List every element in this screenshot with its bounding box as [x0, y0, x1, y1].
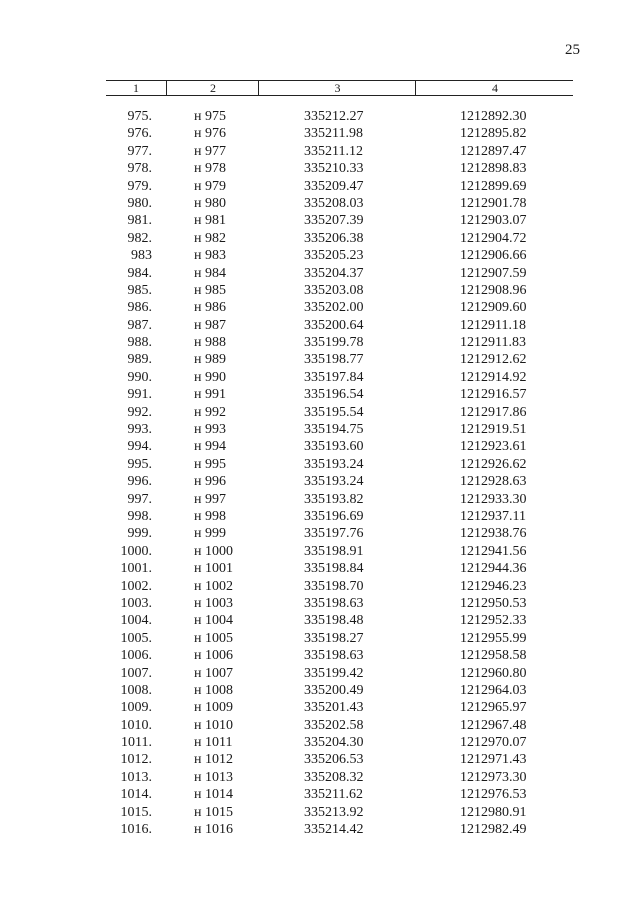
table-row — [0, 804, 639, 821]
x-coordinate-cell: 335194.75 — [304, 422, 364, 438]
x-coordinate-cell: 335195.54 — [304, 404, 364, 420]
y-coordinate-cell: 1212933.30 — [460, 491, 527, 507]
y-coordinate-cell: 1212950.53 — [460, 595, 527, 611]
row-number-cell: 982. — [127, 230, 152, 246]
table-row — [0, 543, 639, 560]
y-coordinate-cell: 1212901.78 — [460, 195, 527, 211]
table-row — [0, 404, 639, 421]
x-coordinate-cell: 335199.42 — [304, 665, 364, 681]
row-number-cell: 986. — [127, 300, 152, 316]
row-number-cell: 993. — [127, 422, 152, 438]
table-row — [0, 665, 639, 682]
table-row — [0, 421, 639, 438]
row-number-cell: 999. — [127, 526, 152, 542]
row-number-cell: 978. — [127, 161, 152, 177]
y-coordinate-cell: 1212944.36 — [460, 561, 527, 577]
table-row — [0, 630, 639, 647]
row-number-cell: 992. — [127, 404, 152, 420]
y-coordinate-cell: 1212967.48 — [460, 717, 527, 733]
row-number-cell: 1012. — [120, 752, 152, 768]
point-name-cell: н 999 — [194, 526, 226, 542]
point-name-cell: н 985 — [194, 282, 226, 298]
row-number-cell: 975. — [127, 109, 152, 124]
y-coordinate-cell: 1212938.76 — [460, 526, 527, 542]
table-row — [0, 212, 639, 229]
table-row — [0, 647, 639, 664]
y-coordinate-cell: 1212982.49 — [460, 822, 527, 838]
x-coordinate-cell: 335198.70 — [304, 578, 364, 594]
x-coordinate-cell: 335211.98 — [304, 126, 363, 142]
y-coordinate-cell: 1212907.59 — [460, 265, 527, 281]
y-coordinate-cell: 1212952.33 — [460, 613, 527, 629]
row-number-cell: 1005. — [120, 630, 152, 646]
table-row — [0, 351, 639, 368]
table-row — [0, 195, 639, 212]
page-number: 25 — [565, 42, 580, 58]
y-coordinate-cell: 1212960.80 — [460, 665, 527, 681]
column-header-2: 2 — [166, 81, 259, 95]
point-name-cell: н 988 — [194, 335, 226, 351]
point-name-cell: н 981 — [194, 213, 226, 229]
row-number-cell: 1013. — [120, 769, 152, 785]
x-coordinate-cell: 335211.62 — [304, 787, 363, 803]
point-name-cell: н 1014 — [194, 787, 233, 803]
table-row — [0, 108, 639, 125]
row-number-cell: 1004. — [120, 613, 152, 629]
table-row — [0, 612, 639, 629]
x-coordinate-cell: 335201.43 — [304, 700, 364, 716]
y-coordinate-cell: 1212897.47 — [460, 143, 527, 159]
point-name-cell: н 1003 — [194, 595, 233, 611]
point-name-cell: н 975 — [194, 109, 226, 124]
x-coordinate-cell: 335193.82 — [304, 491, 364, 507]
x-coordinate-cell: 335208.03 — [304, 195, 364, 211]
y-coordinate-cell: 1212912.62 — [460, 352, 527, 368]
point-name-cell: н 990 — [194, 369, 226, 385]
row-number-cell: 989. — [127, 352, 152, 368]
x-coordinate-cell: 335196.54 — [304, 387, 364, 403]
point-name-cell: н 993 — [194, 422, 226, 438]
y-coordinate-cell: 1212911.83 — [460, 335, 526, 351]
y-coordinate-cell: 1212941.56 — [460, 543, 527, 559]
row-number-cell: 977. — [127, 143, 152, 159]
point-name-cell: н 991 — [194, 387, 226, 403]
row-number-cell: 1009. — [120, 700, 152, 716]
table-row — [0, 595, 639, 612]
row-number-cell: 995. — [127, 456, 152, 472]
row-number-cell: 1000. — [120, 543, 152, 559]
point-name-cell: н 1001 — [194, 561, 233, 577]
table-row — [0, 699, 639, 716]
y-coordinate-cell: 1212895.82 — [460, 126, 527, 142]
y-coordinate-cell: 1212903.07 — [460, 213, 527, 229]
x-coordinate-cell: 335214.42 — [304, 822, 364, 838]
y-coordinate-cell: 1212899.69 — [460, 178, 527, 194]
row-number-cell: 994. — [127, 439, 152, 455]
table-row — [0, 751, 639, 768]
x-coordinate-cell: 335199.78 — [304, 335, 364, 351]
point-name-cell: н 1011 — [194, 735, 233, 751]
y-coordinate-cell: 1212898.83 — [460, 161, 527, 177]
x-coordinate-cell: 335198.63 — [304, 595, 364, 611]
y-coordinate-cell: 1212917.86 — [460, 404, 527, 420]
table-row — [0, 317, 639, 334]
x-coordinate-cell: 335202.58 — [304, 717, 364, 733]
point-name-cell: н 984 — [194, 265, 226, 281]
point-name-cell: н 1004 — [194, 613, 233, 629]
point-name-cell: н 986 — [194, 300, 226, 316]
row-number-cell: 1016. — [120, 822, 152, 838]
x-coordinate-cell: 335198.27 — [304, 630, 364, 646]
column-header-3: 3 — [258, 81, 416, 95]
table-row — [0, 508, 639, 525]
x-coordinate-cell: 335198.48 — [304, 613, 364, 629]
table-row — [0, 143, 639, 160]
x-coordinate-cell: 335206.38 — [304, 230, 364, 246]
row-number-cell: 983 — [131, 248, 152, 264]
row-number-cell: 996. — [127, 474, 152, 490]
x-coordinate-cell: 335210.33 — [304, 161, 364, 177]
point-name-cell: н 978 — [194, 161, 226, 177]
x-coordinate-cell: 335198.91 — [304, 543, 364, 559]
point-name-cell: н 1013 — [194, 769, 233, 785]
coordinate-table-body — [0, 108, 639, 838]
column-header-1: 1 — [133, 81, 139, 95]
x-coordinate-cell: 335197.76 — [304, 526, 364, 542]
x-coordinate-cell: 335193.24 — [304, 474, 364, 490]
table-row — [0, 578, 639, 595]
table-row — [0, 369, 639, 386]
y-coordinate-cell: 1212965.97 — [460, 700, 527, 716]
table-row — [0, 334, 639, 351]
row-number-cell: 984. — [127, 265, 152, 281]
x-coordinate-cell: 335202.00 — [304, 300, 364, 316]
x-coordinate-cell: 335204.37 — [304, 265, 364, 281]
row-number-cell: 988. — [127, 335, 152, 351]
y-coordinate-cell: 1212937.11 — [460, 508, 526, 524]
x-coordinate-cell: 335208.32 — [304, 769, 364, 785]
point-name-cell: н 1000 — [194, 543, 233, 559]
x-coordinate-cell: 335196.69 — [304, 508, 364, 524]
y-coordinate-cell: 1212909.60 — [460, 300, 527, 316]
table-row — [0, 386, 639, 403]
point-name-cell: н 1016 — [194, 822, 233, 838]
row-number-cell: 990. — [127, 369, 152, 385]
x-coordinate-cell: 335205.23 — [304, 248, 364, 264]
point-name-cell: н 979 — [194, 178, 226, 194]
table-row — [0, 125, 639, 142]
x-coordinate-cell: 335207.39 — [304, 213, 364, 229]
x-coordinate-cell: 335200.49 — [304, 682, 364, 698]
y-coordinate-cell: 1212964.03 — [460, 682, 527, 698]
x-coordinate-cell: 335203.08 — [304, 282, 364, 298]
x-coordinate-cell: 335206.53 — [304, 752, 364, 768]
x-coordinate-cell: 335211.12 — [304, 143, 363, 159]
y-coordinate-cell: 1212971.43 — [460, 752, 527, 768]
point-name-cell: н 998 — [194, 508, 226, 524]
x-coordinate-cell: 335212.27 — [304, 109, 364, 124]
row-number-cell: 1014. — [120, 787, 152, 803]
table-row — [0, 178, 639, 195]
y-coordinate-cell: 1212928.63 — [460, 474, 527, 490]
y-coordinate-cell: 1212916.57 — [460, 387, 527, 403]
y-coordinate-cell: 1212976.53 — [460, 787, 527, 803]
row-number-cell: 1008. — [120, 682, 152, 698]
point-name-cell: н 1012 — [194, 752, 233, 768]
table-row — [0, 769, 639, 786]
x-coordinate-cell: 335198.77 — [304, 352, 364, 368]
table-row — [0, 525, 639, 542]
row-number-cell: 980. — [127, 195, 152, 211]
x-coordinate-cell: 335198.63 — [304, 648, 364, 664]
x-coordinate-cell: 335213.92 — [304, 804, 364, 820]
x-coordinate-cell: 335197.84 — [304, 369, 364, 385]
table-row — [0, 160, 639, 177]
table-row — [0, 734, 639, 751]
point-name-cell: н 980 — [194, 195, 226, 211]
table-row — [0, 473, 639, 490]
row-number-cell: 981. — [127, 213, 152, 229]
point-name-cell: н 994 — [194, 439, 226, 455]
row-number-cell: 987. — [127, 317, 152, 333]
x-coordinate-cell: 335193.60 — [304, 439, 364, 455]
x-coordinate-cell: 335200.64 — [304, 317, 364, 333]
point-name-cell: н 1015 — [194, 804, 233, 820]
x-coordinate-cell: 335198.84 — [304, 561, 364, 577]
table-row — [0, 282, 639, 299]
table-row — [0, 438, 639, 455]
column-header-4: 4 — [415, 81, 574, 95]
table-row — [0, 299, 639, 316]
y-coordinate-cell: 1212923.61 — [460, 439, 527, 455]
y-coordinate-cell: 1212911.18 — [460, 317, 526, 333]
row-number-cell: 997. — [127, 491, 152, 507]
point-name-cell: н 1009 — [194, 700, 233, 716]
point-name-cell: н 992 — [194, 404, 226, 420]
table-header — [106, 80, 573, 96]
table-row — [0, 456, 639, 473]
row-number-cell: 1001. — [120, 561, 152, 577]
y-coordinate-cell: 1212980.91 — [460, 804, 527, 820]
point-name-cell: н 976 — [194, 126, 226, 142]
point-name-cell: н 1006 — [194, 648, 233, 664]
table-row — [0, 717, 639, 734]
row-number-cell: 1011. — [121, 735, 152, 751]
point-name-cell: н 982 — [194, 230, 226, 246]
table-row — [0, 786, 639, 803]
table-row — [0, 560, 639, 577]
y-coordinate-cell: 1212958.58 — [460, 648, 527, 664]
table-row — [0, 682, 639, 699]
y-coordinate-cell: 1212955.99 — [460, 630, 527, 646]
point-name-cell: н 987 — [194, 317, 226, 333]
point-name-cell: н 995 — [194, 456, 226, 472]
x-coordinate-cell: 335204.30 — [304, 735, 364, 751]
row-number-cell: 1006. — [120, 648, 152, 664]
y-coordinate-cell: 1212919.51 — [460, 422, 527, 438]
row-number-cell: 1015. — [120, 804, 152, 820]
y-coordinate-cell: 1212892.30 — [460, 109, 527, 124]
row-number-cell: 1007. — [120, 665, 152, 681]
point-name-cell: н 996 — [194, 474, 226, 490]
point-name-cell: н 1010 — [194, 717, 233, 733]
point-name-cell: н 1002 — [194, 578, 233, 594]
row-number-cell: 991. — [127, 387, 152, 403]
row-number-cell: 976. — [127, 126, 152, 142]
y-coordinate-cell: 1212904.72 — [460, 230, 527, 246]
y-coordinate-cell: 1212973.30 — [460, 769, 527, 785]
point-name-cell: н 977 — [194, 143, 226, 159]
y-coordinate-cell: 1212926.62 — [460, 456, 527, 472]
point-name-cell: н 1007 — [194, 665, 233, 681]
row-number-cell: 985. — [127, 282, 152, 298]
row-number-cell: 998. — [127, 508, 152, 524]
table-row — [0, 247, 639, 264]
row-number-cell: 1003. — [120, 595, 152, 611]
table-row — [0, 265, 639, 282]
y-coordinate-cell: 1212914.92 — [460, 369, 527, 385]
x-coordinate-cell: 335209.47 — [304, 178, 364, 194]
point-name-cell: н 1008 — [194, 682, 233, 698]
point-name-cell: н 983 — [194, 248, 226, 264]
y-coordinate-cell: 1212908.96 — [460, 282, 527, 298]
row-number-cell: 1002. — [120, 578, 152, 594]
y-coordinate-cell: 1212906.66 — [460, 248, 527, 264]
row-number-cell: 979. — [127, 178, 152, 194]
row-number-cell: 1010. — [120, 717, 152, 733]
point-name-cell: н 989 — [194, 352, 226, 368]
table-row — [0, 230, 639, 247]
point-name-cell: н 1005 — [194, 630, 233, 646]
y-coordinate-cell: 1212970.07 — [460, 735, 527, 751]
point-name-cell: н 997 — [194, 491, 226, 507]
y-coordinate-cell: 1212946.23 — [460, 578, 527, 594]
x-coordinate-cell: 335193.24 — [304, 456, 364, 472]
table-row — [0, 491, 639, 508]
table-row — [0, 821, 639, 838]
